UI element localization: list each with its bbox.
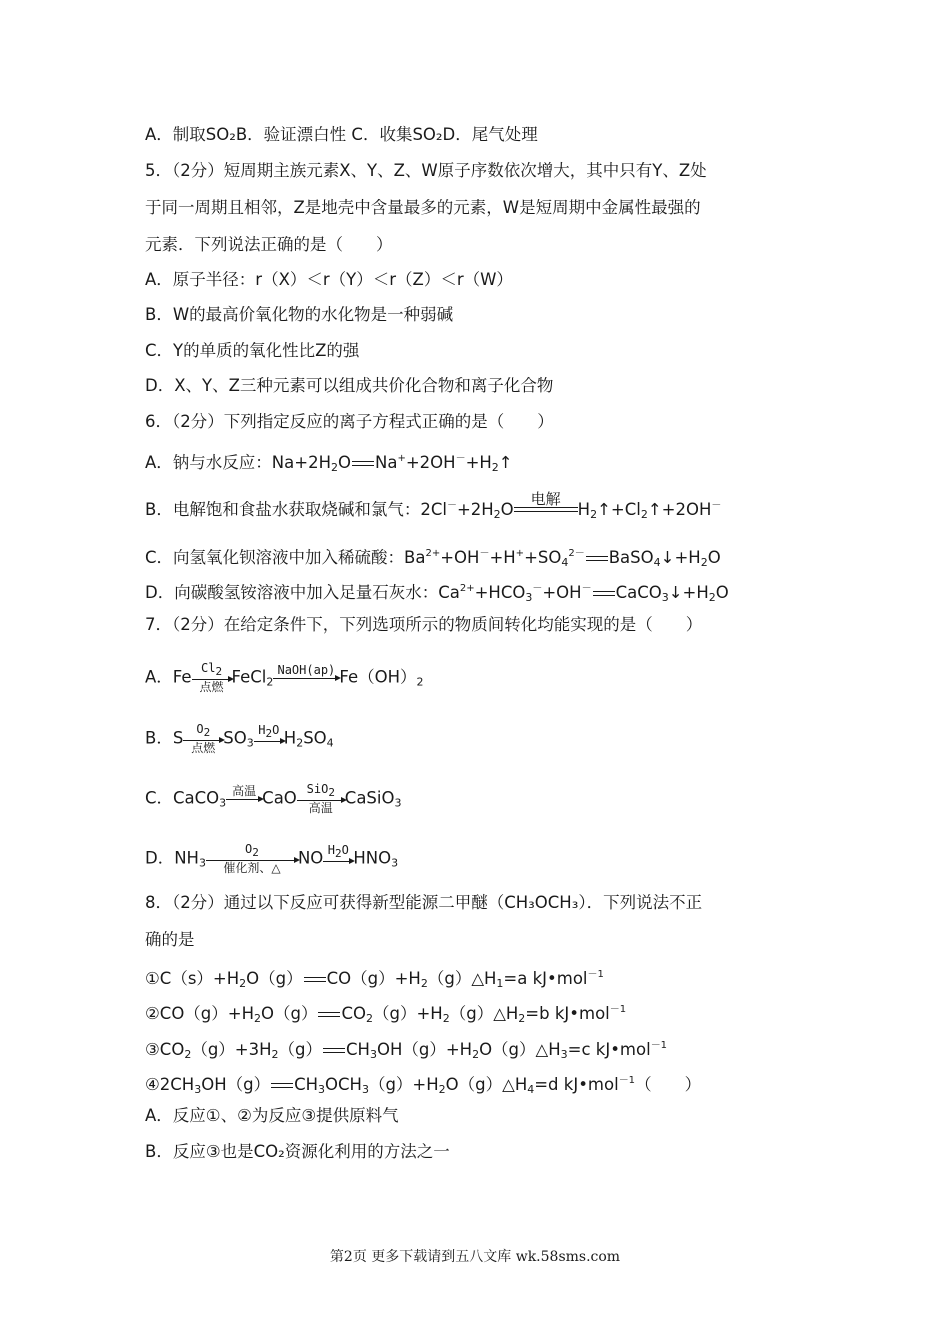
equals-sign-icon xyxy=(586,556,608,562)
equals-sign-icon xyxy=(271,1083,293,1089)
q7-option-c: C．CaCO$_3$ 高温 CaO SiO2 高温 CaSiO$_3$ xyxy=(145,782,402,815)
equals-sign-icon xyxy=(593,591,615,597)
reaction-arrow: H2O xyxy=(323,844,353,863)
q6-option-a: A．钠与水反应：$Na+2H_2O$ $Na^++2OH^-+H_2↑$ xyxy=(145,453,513,474)
q8-stem-line2: 确的是 xyxy=(145,930,195,949)
q8-option-b: B．反应③也是CO₂资源化利用的方法之一 xyxy=(145,1142,450,1161)
q4-options-line: A．制取SO₂B．验证漂白性 C．收集SO₂D．尾气处理 xyxy=(145,125,538,144)
reaction-arrow: SiO2 高温 xyxy=(297,783,345,815)
reaction-arrow: Cl2 点燃 xyxy=(192,662,232,694)
reaction-arrow: 高温 xyxy=(226,785,262,801)
q8-stem-line1: 8．（2分）通过以下反应可获得新型能源二甲醚（CH₃OCH₃）．下列说法不正 xyxy=(145,893,703,912)
q8-reaction-3: $③CO_2(g)+3H_2(g)$ $CH_3OH(g)+H_2O(g)\triangle H_3=c$ kJ•mol$^{-1}$ xyxy=(145,1040,668,1061)
equals-sign-icon xyxy=(304,977,326,983)
electrolysis-condition: 电解 xyxy=(514,493,578,513)
q6-stem: 6．（2分）下列指定反应的离子方程式正确的是（ ） xyxy=(145,412,554,431)
q5-option-b: B．W的最高价氧化物的水化物是一种弱碱 xyxy=(145,305,454,324)
equals-sign-icon xyxy=(352,461,374,467)
page-footer: 第2页 更多下载请到五八文库 wk.58sms.com xyxy=(329,1249,621,1265)
q7-option-a: A．Fe Cl2 点燃 FeCl$_2$ NaOH(ap) $Fe(OH)_2$ xyxy=(145,661,424,694)
reaction-arrow: NaOH(ap) xyxy=(273,664,339,680)
reaction-arrow: O2 催化剂、△ xyxy=(206,843,298,875)
q8-reaction-2: $②CO(g)+H_2O(g)$ $CO_2(g)+H_2(g)\triangle H_2=b$ kJ•mol$^{-1}$ xyxy=(145,1004,627,1025)
q7-option-d: D．$NH_3$ O2 催化剂、△ NO H2O $HNO_3$ xyxy=(145,842,399,875)
q5-option-c: C．Y的单质的氧化性比Z的强 xyxy=(145,341,360,360)
q8-reaction-4: $④2CH_3OH(g)$ $CH_3OCH_3(g)+H_2O(g)\triangle H_4=d$ kJ•mol$^{-1}$（ ） xyxy=(145,1075,702,1096)
q6-option-d: D．向碳酸氢铵溶液中加入足量石灰水：$Ca^{2+}+HCO_3^-+OH^-$ $CaCO_3↓+H_2O$ xyxy=(145,583,729,604)
q6-option-b: B．电解饱和食盐水获取烧碱和氯气：$2Cl^-+2H_2O$ 电解 $H_2↑+Cl_2↑+2OH^-$ xyxy=(145,489,722,521)
reaction-arrow: O2 点燃 xyxy=(183,723,223,755)
q6-option-c: C．向氢氧化钡溶液中加入稀硫酸：$Ba^{2+}+OH^-+H^++SO_4^{2-}$ $BaSO_4↓+H_2O$ xyxy=(145,548,721,569)
equals-sign-icon xyxy=(318,1012,340,1018)
q5-stem-line1: 5．（2分）短周期主族元素X、Y、Z、W原子序数依次增大，其中只有Y、Z处 xyxy=(145,161,707,180)
reaction-arrow: H2O xyxy=(254,724,284,743)
q5-option-d: D．X、Y、Z三种元素可以组成共价化合物和离子化合物 xyxy=(145,376,554,395)
q8-option-a: A．反应①、②为反应③提供原料气 xyxy=(145,1106,399,1125)
q5-option-a: A．原子半径：r（X）＜r（Y）＜r（Z）＜r（W） xyxy=(145,270,513,289)
q5-stem-line2: 于同一周期且相邻，Z是地壳中含量最多的元素，W是短周期中金属性最强的 xyxy=(145,198,701,217)
q5-stem-line3: 元素．下列说法正确的是（ ） xyxy=(145,235,393,254)
equals-sign-icon xyxy=(323,1048,345,1054)
q8-reaction-1: $①C(s)+H_2O(g)$ $CO(g)+H_2(g)\triangle H_1=a$ kJ•mol$^{-1}$ xyxy=(145,969,604,990)
q7-option-b: B．S O2 点燃 $SO_3$ H2O $H_2SO_4$ xyxy=(145,722,334,755)
q7-stem: 7．（2分）在给定条件下，下列选项所示的物质间转化均能实现的是（ ） xyxy=(145,615,703,634)
